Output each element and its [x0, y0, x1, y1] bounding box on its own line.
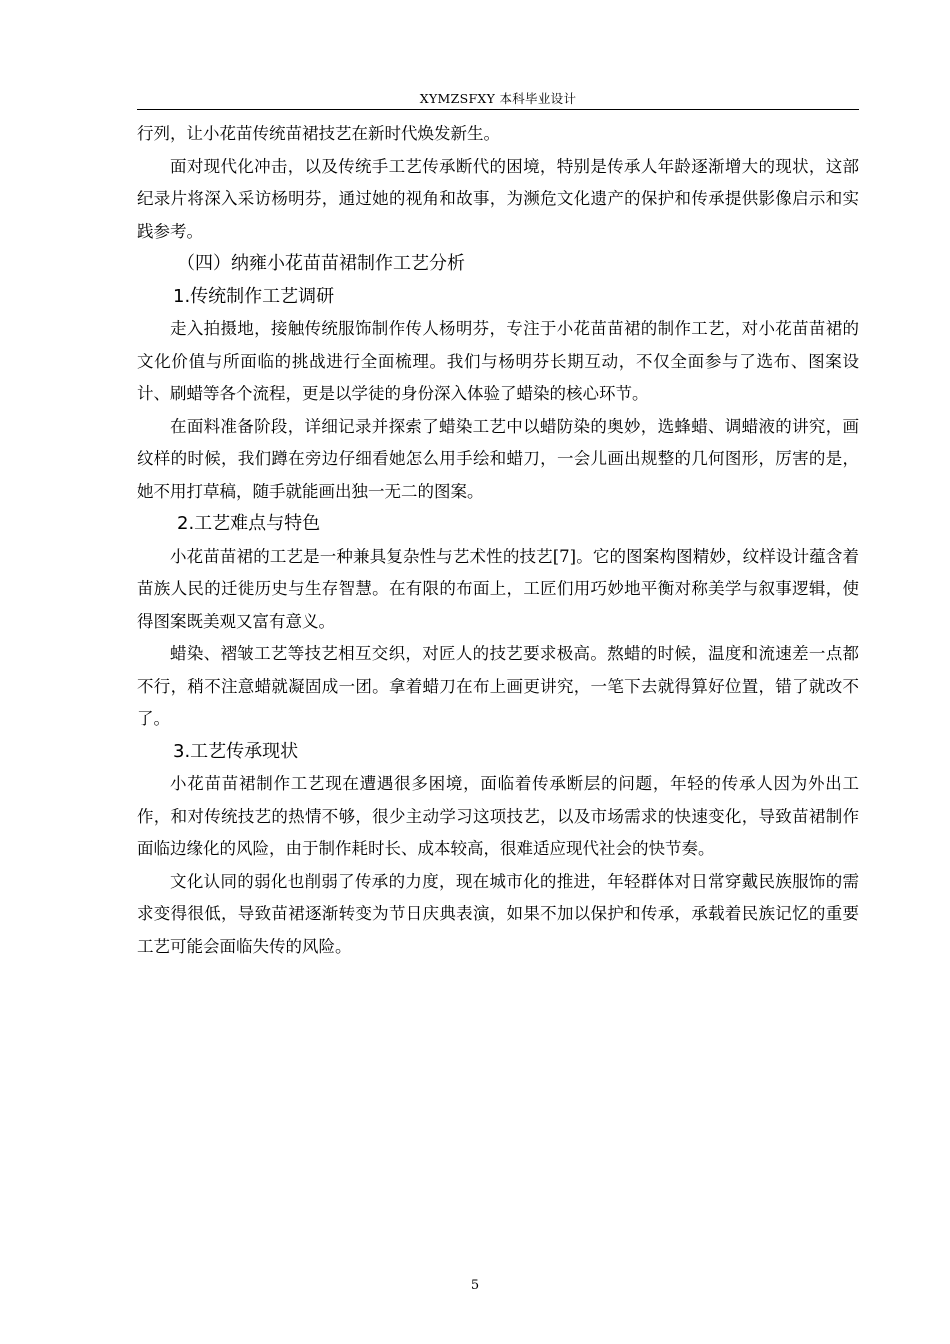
paragraph-status-2: 文化认同的弱化也削弱了传承的力度，现在城市化的推进，年轻群体对日常穿戴民族服饰的需求变得很低，导致苗裙逐渐转变为节日庆典表演，如果不加以保护和传承，承载着民族记忆的重要工艺可能会面临失传的风险。 [137, 871, 859, 956]
paragraph-research-2: 在面料准备阶段，详细记录并探索了蜡染工艺中以蜡防染的奥妙，选蜂蜡、调蜡液的讲究，画纹样的时候，我们蹲在旁边仔细看她怎么用手绘和蜡刀，一会儿画出规整的几何图形，厉害的是，她不用打草稿，随手就能画出独一无二的图案。 [137, 416, 859, 501]
section-heading: （四）纳雍小花苗苗裙制作工艺分析 [177, 253, 465, 274]
subsection-heading-2: 2.工艺难点与特色 [177, 513, 321, 534]
paragraph-continuation: 行列，让小花苗传统苗裙技艺在新时代焕发新生。 [137, 124, 500, 143]
paragraph-status-1: 小花苗苗裙制作工艺现在遭遇很多困境，面临着传承断层的问题，年轻的传承人因为外出工作，和对传统技艺的热情不够，很少主动学习这项技艺，以及市场需求的快速变化，导致苗裙制作面临边缘化的风险，由于制作耗时长、成本较高，很难适应现代社会的快节奏。 [137, 774, 859, 858]
page-header: XYMZSFXY 本科毕业设计 [419, 91, 577, 106]
paragraph-documentary: 面对现代化冲击，以及传统手工艺传承断代的困境，特别是传承人年龄逐渐增大的现状，这部纪录片将深入采访杨明芬，通过她的视角和故事，为濒危文化遗产的保护和传承提供影像启示和实践参考。 [137, 156, 859, 241]
paragraph-research-1: 走入拍摄地，接触传统服饰制作传人杨明芬，专注于小花苗苗裙的制作工艺，对小花苗苗裙的文化价值与所面临的挑战进行全面梳理。我们与杨明芬长期互动，不仅全面参与了选布、图案设计、刷蜡等各个流程，更是以学徒的身份深入体验了蜡染的核心环节。 [137, 319, 859, 403]
page-number: 5 [470, 1278, 480, 1293]
subsection-heading-3: 3.工艺传承现状 [173, 740, 299, 762]
paragraph-features-2: 蜡染、褶皱工艺等技艺相互交织，对匠人的技艺要求极高。熬蜡的时候，温度和流速差一点都不行，稍不注意蜡就凝固成一团。拿着蜡刀在布上画更讲究，一笔下去就得算好位置，错了就改不了。 [137, 644, 859, 728]
header-divider [137, 109, 859, 110]
paragraph-features-1: 小花苗苗裙的工艺是一种兼具复杂性与艺术性的技艺[7]。它的图案构图精妙，纹样设计蕴含着苗族人民的迁徙历史与生存智慧。在有限的布面上，工匠们用巧妙地平衡对称美学与叙事逻辑，使得图案既美观又富有意义。 [137, 546, 859, 631]
document-body [137, 118, 859, 963]
subsection-heading-1: 1.传统制作工艺调研 [173, 285, 335, 307]
